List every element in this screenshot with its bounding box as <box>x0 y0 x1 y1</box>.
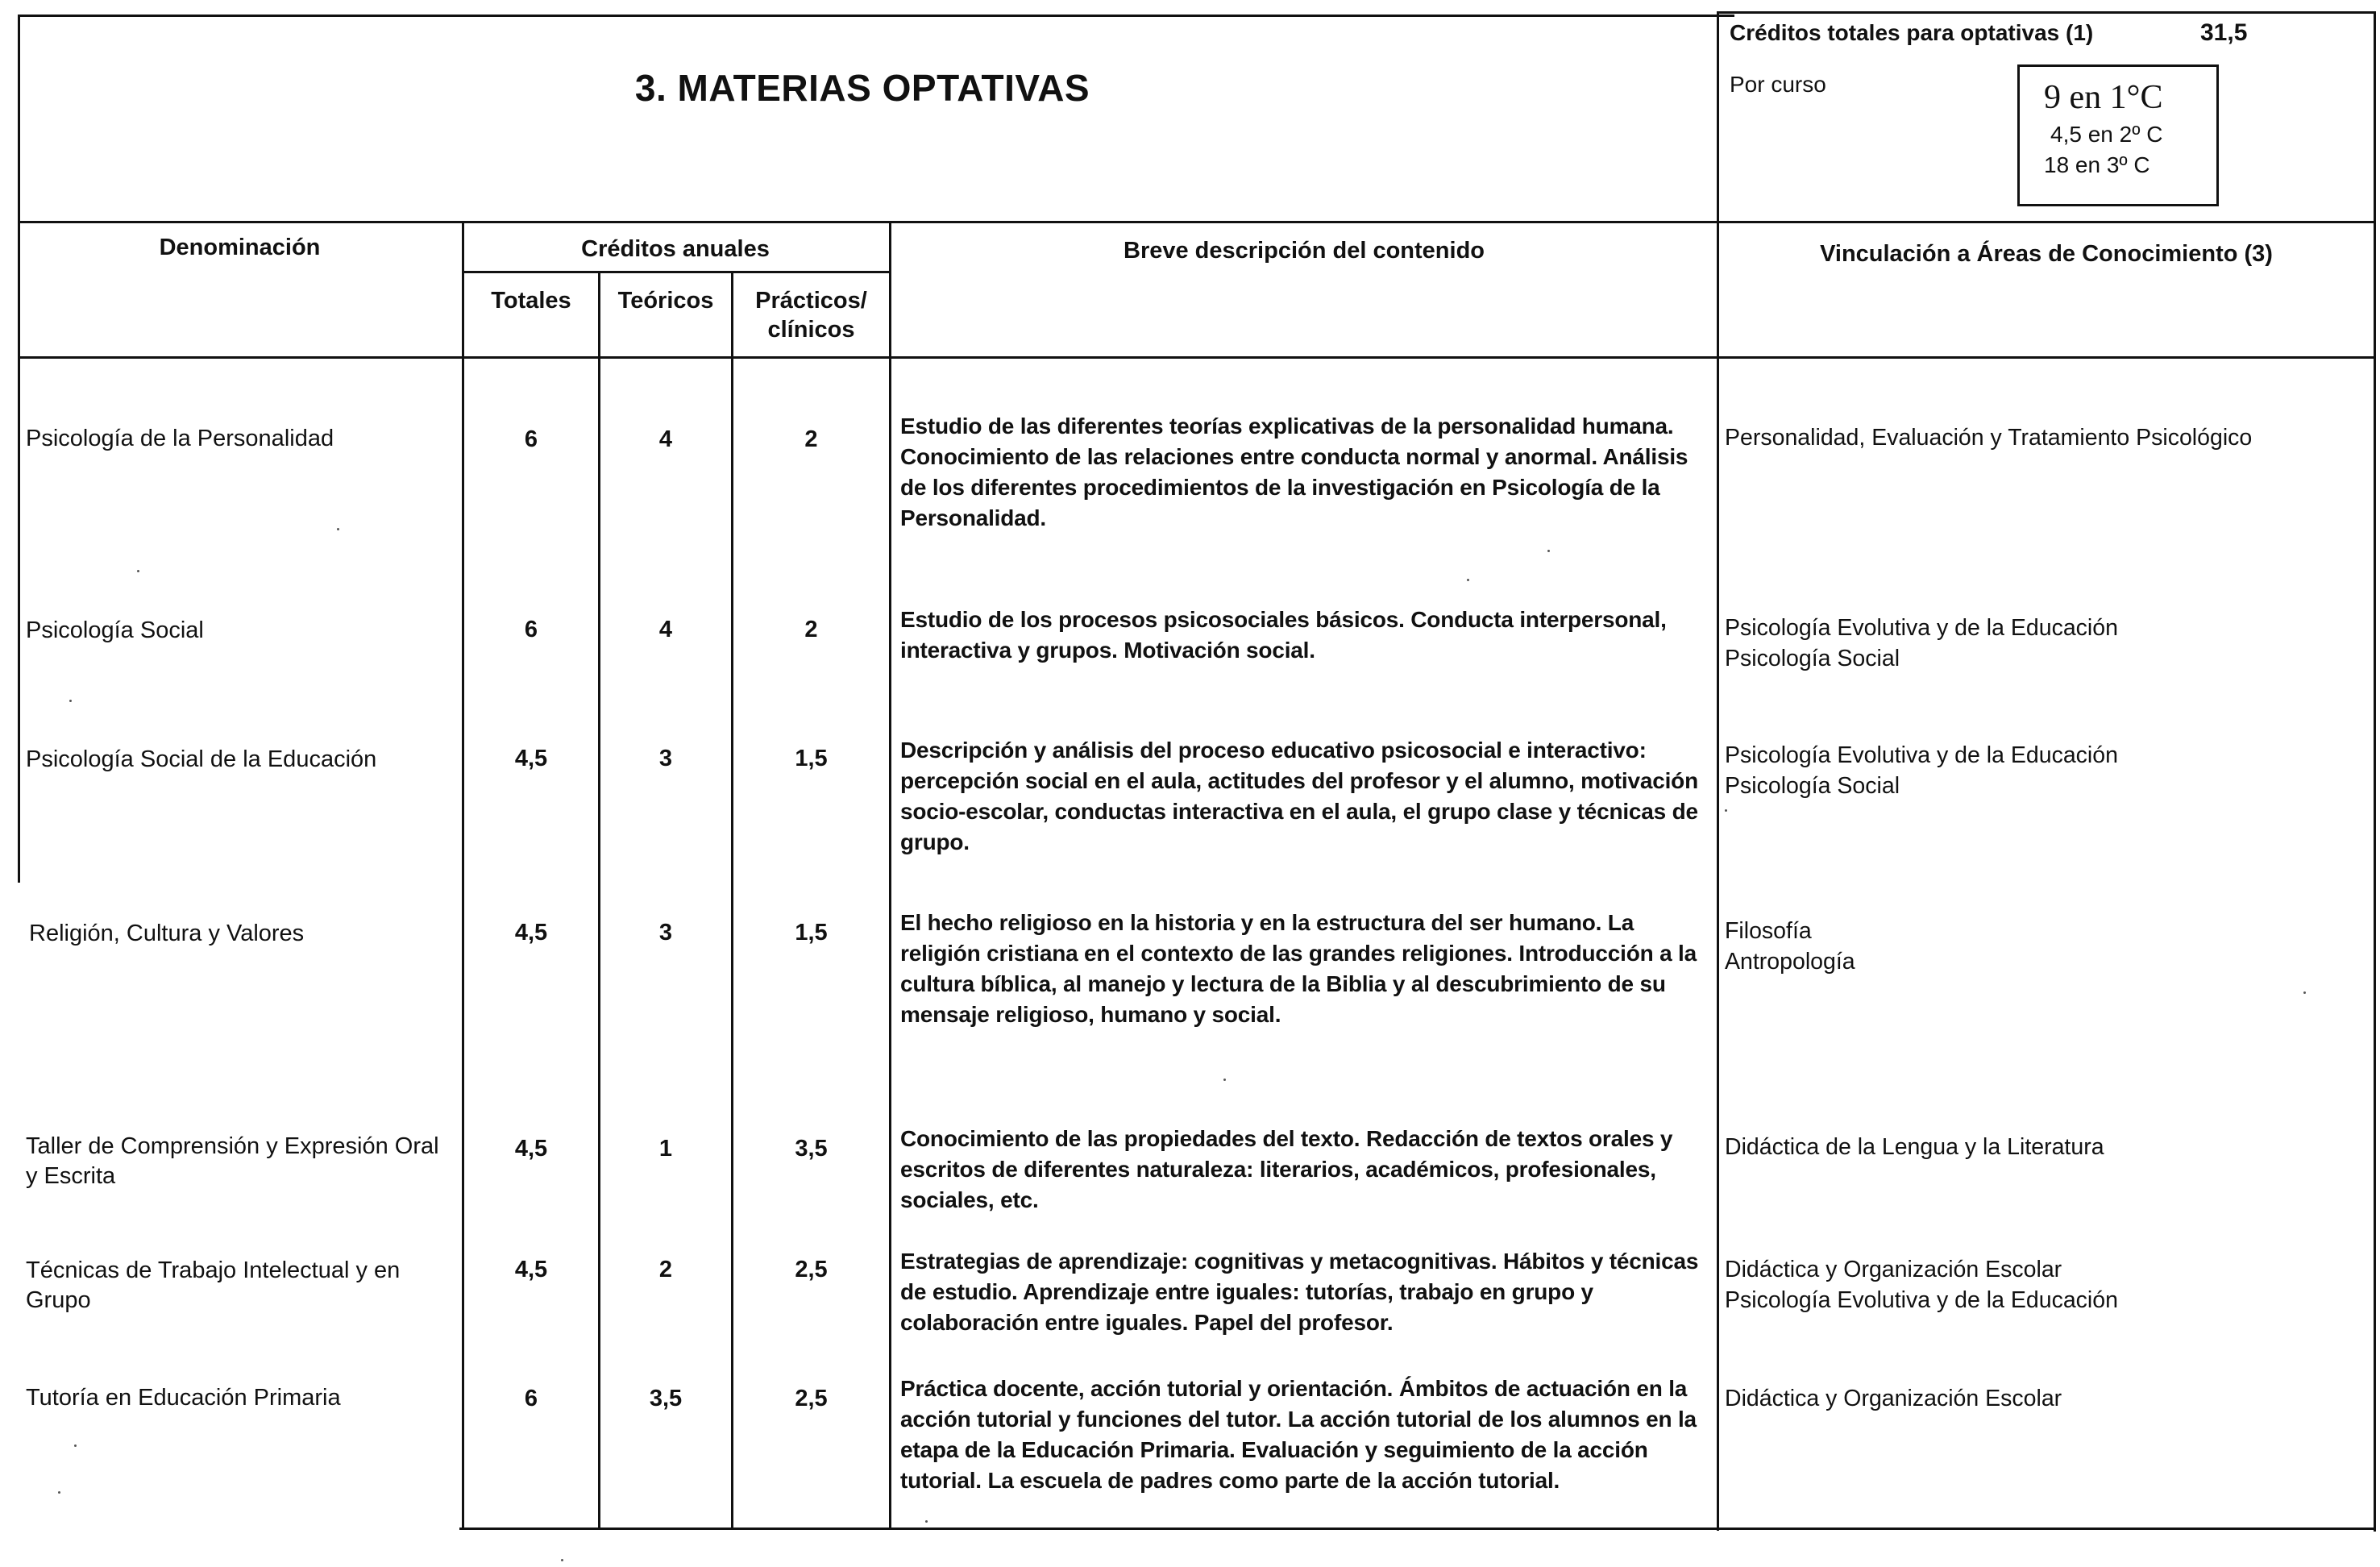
course-2-credits: 4,5 en 2º C <box>2050 122 2163 147</box>
credits-totales: 4,5 <box>514 746 548 771</box>
subject-description: Estudio de los procesos psicosociales básicos. Conducta interpersonal, interactiva y grupos. Motivación social. <box>900 607 1667 663</box>
credits-totales: 6 <box>524 426 538 452</box>
knowledge-area-1: Didáctica y Organización Escolar <box>1725 1257 2062 1282</box>
scan-speck <box>1547 550 1550 552</box>
credits-teoricos: 3 <box>658 920 673 946</box>
subheader-rule <box>462 271 889 273</box>
scan-speck <box>337 528 339 530</box>
scan-speck <box>74 1444 77 1447</box>
credits-practicos: 2,5 <box>795 1386 828 1411</box>
scan-speck <box>1725 809 1727 812</box>
subject-description: Conocimiento de las propiedades del texto. Redacción de textos orales y escritos de diferentes naturaleza: literarios, académicos, profesionales, sociales, etc. <box>900 1126 1673 1212</box>
table-border-top-right <box>1717 11 2376 14</box>
scan-speck <box>1467 579 1469 581</box>
subject-name: Religión, Cultura y Valores <box>29 921 305 946</box>
credits-practicos: 2,5 <box>795 1257 828 1282</box>
credits-practicos: 2 <box>804 426 818 452</box>
table-border-bottom <box>459 1528 2376 1530</box>
col-divider-totales <box>598 271 600 1530</box>
credits-teoricos: 2 <box>658 1257 673 1282</box>
por-curso-label: Por curso <box>1730 72 1826 97</box>
course-1-credits: 9 en 1°C <box>2044 79 2163 116</box>
scan-speck <box>2303 991 2306 994</box>
credits-practicos: 1,5 <box>795 746 828 771</box>
knowledge-area-1: Didáctica y Organización Escolar <box>1725 1386 2062 1411</box>
credits-practicos: 2 <box>804 617 818 642</box>
per-course-credits-box <box>2017 64 2219 206</box>
scan-speck <box>58 1491 60 1494</box>
knowledge-area-1: Personalidad, Evaluación y Tratamiento Psicológico <box>1725 425 2253 451</box>
knowledge-area-1: Psicología Evolutiva y de la Educación <box>1725 615 2118 641</box>
subject-name: Psicología Social de la Educación <box>26 746 377 772</box>
col-divider-teoricos <box>731 271 733 1530</box>
col-header-vinculacion: Vinculación a Áreas de Conocimiento (3) <box>1820 241 2273 267</box>
col-header-teoricos: Teóricos <box>617 288 714 314</box>
col-divider-practicos <box>889 221 891 1530</box>
credits-teoricos: 3,5 <box>649 1386 683 1411</box>
page-title: 3. MATERIAS OPTATIVAS <box>634 67 1090 109</box>
course-3-credits: 18 en 3º C <box>2044 152 2150 177</box>
subject-description: Estudio de las diferentes teorías explicativas de la personalidad humana. Conocimiento de las relaciones entre conducta normal y anormal. Análisis de los diferentes procedimientos de la investigación en Psicología de la Personalidad. <box>900 414 1688 530</box>
credits-teoricos: 3 <box>658 746 673 771</box>
header-bottom-rule <box>18 221 2375 223</box>
knowledge-area-2: Antropología <box>1725 949 1855 975</box>
table-border-top <box>18 15 1734 17</box>
scan-speck <box>925 1520 928 1523</box>
col-header-creditos-anuales: Créditos anuales <box>581 236 770 262</box>
scan-speck <box>1223 1079 1226 1081</box>
subject-name: Técnicas de Trabajo Intelectual y en Grupo <box>26 1257 401 1313</box>
credits-totales: 4,5 <box>514 1257 548 1282</box>
col-header-descripcion: Breve descripción del contenido <box>1124 238 1485 264</box>
credits-totales: 4,5 <box>514 920 548 946</box>
col-header-practicos-line1: Prácticos/ <box>755 288 867 314</box>
credits-teoricos: 1 <box>658 1136 673 1162</box>
credits-practicos: 1,5 <box>795 920 828 946</box>
credits-total-label: Créditos totales para optativas (1) <box>1730 20 2094 45</box>
knowledge-area-2: Psicología Evolutiva y de la Educación <box>1725 1287 2118 1313</box>
subject-name: Psicología de la Personalidad <box>26 426 334 451</box>
credits-total-value: 31,5 <box>2200 19 2248 46</box>
knowledge-area-1: Filosofía <box>1725 918 1812 944</box>
knowledge-area-1: Didáctica de la Lengua y la Literatura <box>1725 1134 2104 1160</box>
scan-speck <box>69 700 72 702</box>
subject-description: Descripción y análisis del proceso educativo psicosocial e interactivo: percepción social en el aula, actitudes del profesor y el alumno, motivación socio-escolar, conductas interactiva en el aula, el grupo clase y técnicas de grupo. <box>900 738 1698 854</box>
credits-totales: 6 <box>524 617 538 642</box>
credits-teoricos: 4 <box>658 617 673 642</box>
credits-practicos: 3,5 <box>795 1136 828 1162</box>
col-header-practicos-line2: clínicos <box>767 317 855 343</box>
subject-name: Psicología Social <box>26 617 204 643</box>
col-header-denominacion: Denominación <box>159 235 321 260</box>
table-border-left <box>18 15 20 885</box>
subject-description: Práctica docente, acción tutorial y orientación. Ámbitos de actuación en la acción tutorial y funciones del tutor. La acción tutorial de los alumnos en la etapa de la Educación Primaria. Evaluación y seguimiento de la acción tutorial. La escuela de padres como parte de la acción tutorial. <box>900 1376 1697 1493</box>
table-border-left-lower <box>18 883 20 1528</box>
subject-description: El hecho religioso en la historia y en la estructura del ser humano. La religión cristiana en el contexto de las grandes religiones. Introducción a la cultura bíblica, al manejo y lectura de la Biblia y al descubrimiento de su mensaje religioso, humano y social. <box>900 910 1697 1027</box>
col-header-totales: Totales <box>491 288 571 314</box>
knowledge-area-2: Psicología Social <box>1725 773 1900 799</box>
knowledge-area-1: Psicología Evolutiva y de la Educación <box>1725 742 2118 768</box>
credits-teoricos: 4 <box>658 426 673 452</box>
subject-name: Taller de Comprensión y Expresión Oral y Escrita <box>26 1133 439 1189</box>
scan-speck <box>137 570 139 572</box>
credits-totales: 6 <box>524 1386 538 1411</box>
scan-speck <box>561 1559 563 1561</box>
subject-name: Tutoría en Educación Primaria <box>26 1385 341 1411</box>
column-header-bottom-rule <box>18 356 2375 359</box>
table-border-right <box>2374 11 2376 366</box>
table-border-right-lower <box>2374 363 2376 1532</box>
col-divider-name <box>462 221 464 1530</box>
credits-totales: 4,5 <box>514 1136 548 1162</box>
knowledge-area-2: Psicología Social <box>1725 646 1900 671</box>
subject-description: Estrategias de aprendizaje: cognitivas y metacognitivas. Hábitos y técnicas de estudio. Aprendizaje entre iguales: tutorías, trabajo en grupo y colaboración entre iguales. Papel del profesor. <box>900 1249 1699 1335</box>
